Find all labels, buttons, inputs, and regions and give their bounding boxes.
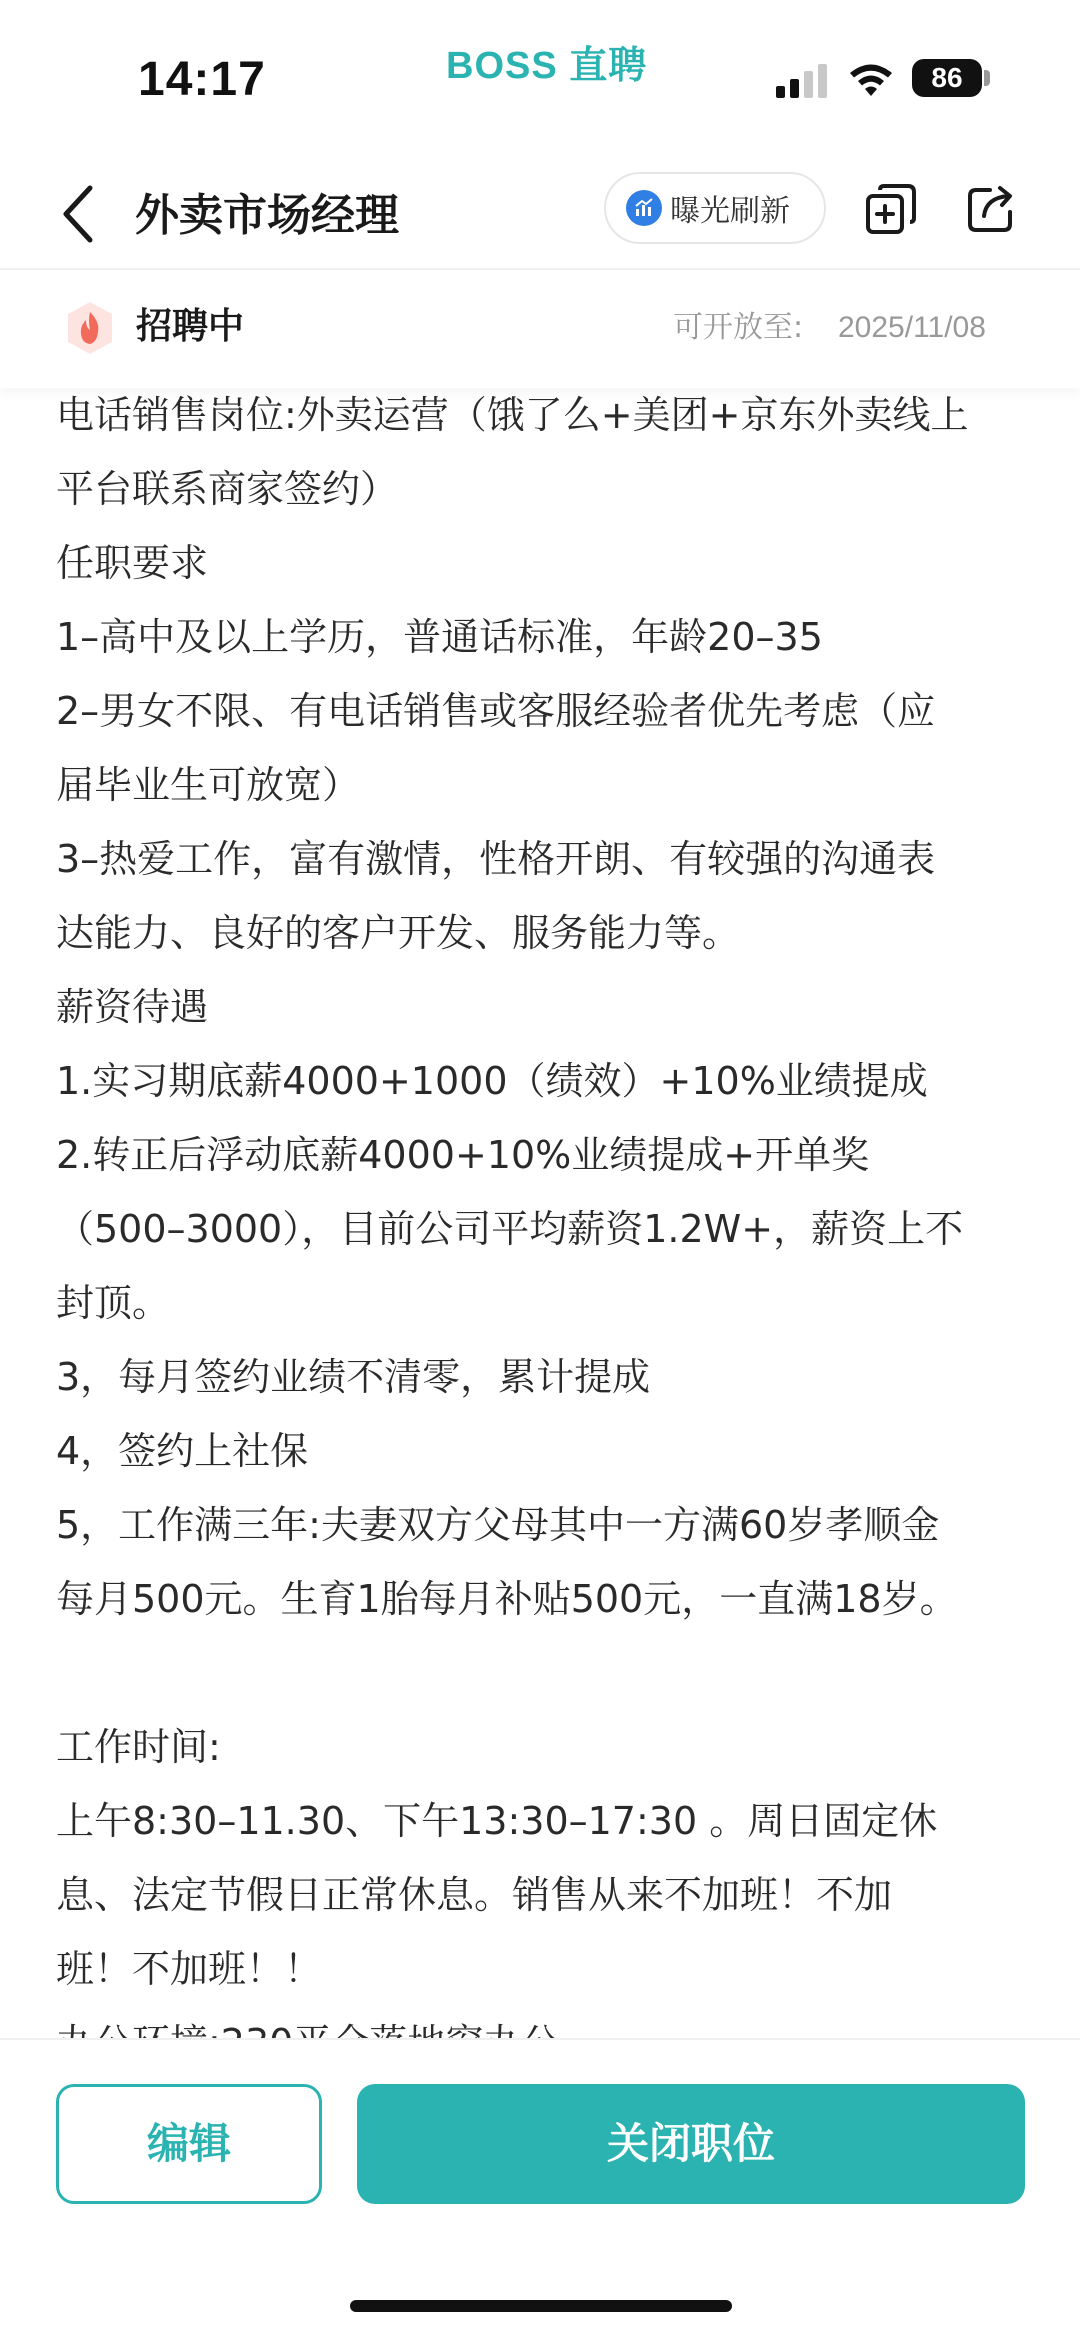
description-line: 4，签约上社保 — [56, 1429, 309, 1473]
description-line: 电话销售岗位:外卖运营（饿了么+美团+京东外卖线上 — [56, 393, 969, 437]
recruit-status-bar — [0, 270, 1080, 388]
close-position-button[interactable]: 关闭职位 — [357, 2084, 1025, 2204]
description-line: 每月500元。生育1胎每月补贴500元，一直满18岁。 — [56, 1577, 958, 1621]
description-line: 届毕业生可放宽） — [56, 763, 361, 807]
job-description[interactable] — [56, 378, 1036, 2034]
description-line — [56, 1636, 1036, 1710]
page-title: 外卖市场经理 — [135, 190, 399, 241]
battery-cap — [984, 70, 990, 86]
description-line: 平台联系商家签约） — [56, 467, 399, 511]
description-line: 1–高中及以上学历，普通话标准，年龄20–35 — [56, 615, 823, 659]
description-line: 3–热爱工作，富有激情，性格开朗、有较强的沟通表 — [56, 837, 936, 881]
description-line: 1.实习期底薪4000+1000（绩效）+10%业绩提成 — [56, 1059, 928, 1103]
description-line: 5，工作满三年:夫妻双方父母其中一方满60岁孝顺金 — [56, 1503, 940, 1547]
status-time: 14:17 — [138, 53, 266, 106]
description-line: 工作时间: — [56, 1725, 221, 1769]
description-line: 上午8:30–11.30、下午13:30–17:30 。周日固定休 — [56, 1799, 938, 1843]
description-line: 班！不加班！！ — [56, 1947, 323, 1991]
wifi-icon — [846, 60, 896, 100]
description-line: 任职要求 — [56, 541, 209, 585]
copy-add-icon[interactable] — [864, 182, 918, 236]
nav-header — [0, 160, 1080, 270]
description-line: 息、法定节假日正常休息。销售从来不加班！不加 — [56, 1873, 893, 1917]
open-until-date: 2025/11/08 — [838, 311, 986, 344]
share-icon[interactable] — [964, 182, 1018, 236]
recruit-flame-icon — [64, 300, 116, 356]
home-indicator[interactable] — [350, 2300, 732, 2312]
recruit-status: 招聘中 — [136, 306, 245, 347]
description-line: 封顶。 — [56, 1281, 171, 1325]
exposure-refresh-label: 曝光刷新 — [670, 194, 790, 229]
open-until-label: 可开放至: — [673, 310, 804, 345]
description-line: 2.转正后浮动底薪4000+10%业绩提成+开单奖 — [56, 1133, 870, 1177]
status-bar — [0, 0, 1080, 150]
edit-button[interactable]: 编辑 — [56, 2084, 322, 2204]
exposure-refresh-button[interactable] — [604, 172, 826, 244]
description-line: （500–3000），目前公司平均薪资1.2W+，薪资上不 — [56, 1207, 964, 1251]
battery-icon: 86 — [912, 59, 982, 97]
description-line: 达能力、良好的客户开发、服务能力等。 — [56, 911, 741, 955]
brand-logo: BOSS 直聘 — [446, 45, 648, 87]
chart-icon — [626, 190, 662, 226]
description-line: 薪资待遇 — [56, 985, 209, 1029]
back-arrow-icon[interactable] — [56, 182, 100, 246]
cellular-signal-icon — [774, 62, 830, 100]
description-line: 3，每月签约业绩不清零，累计提成 — [56, 1355, 651, 1399]
description-line: 2–男女不限、有电话销售或客服经验者优先考虑（应 — [56, 689, 936, 733]
bottom-action-bar — [0, 2038, 1080, 2341]
